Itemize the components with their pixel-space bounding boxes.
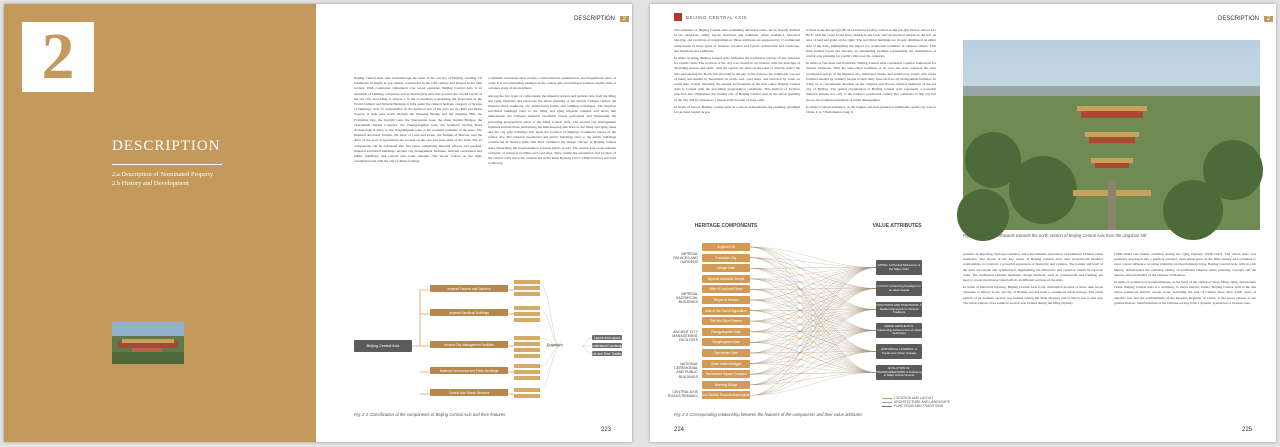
diagram-feature-box: Layout and Layout: [593, 335, 621, 340]
toc-item-1[interactable]: 2.a Description of Nominated Property: [112, 171, 214, 178]
right-page: [650, 4, 1276, 442]
diagram-type-box: Imperial Palaces and Gardens: [430, 285, 508, 292]
component-box: Southern Section Road Archaeological Sites: [694, 393, 758, 398]
diagram-root-box: Beijing Central Axis: [354, 340, 412, 352]
body-column-2: [488, 76, 616, 168]
legend-item: FUNCTIONS AND TRADITIONS: [882, 404, 950, 408]
component-box: Altar of the God of Agriculture: [702, 307, 750, 315]
chapter-number: 2: [41, 20, 75, 93]
body-paragraph: In terms of layout, Beijing Central Axis as a whole demonstrates the planning paradigm for an ideal capital as pre-: [674, 104, 800, 115]
heritage-heading: HERITAGE COMPONENTS: [694, 223, 758, 229]
palace-photo: [112, 322, 184, 364]
running-head-number: 2: [1264, 16, 1273, 22]
diagram-type-box: Central Axis Roads Remains: [430, 389, 508, 396]
body-paragraph: In terms of urban aesthetics, as the longest and best-preserved traditional capital city axis in China, it is 7.8 kilometres long, it: [806, 104, 936, 115]
running-head-number: 2: [620, 16, 629, 22]
component-box: Imperial Ancestral Temple: [702, 275, 750, 283]
toc-item-2[interactable]: 2.b History and Development: [112, 180, 189, 187]
diagram-center-label: Ensemble: [547, 343, 563, 347]
page-number: 224: [674, 427, 685, 433]
link-line: [750, 352, 876, 385]
value-attribute-box: SITING: A Physical Microcosm of the State Order: [876, 260, 922, 275]
figure-caption: Fig. 2-1 Classification of the components of Beijing Central Axis and their features: [354, 412, 506, 417]
body-paragraph: Beijing Central Axis runs north-through the heart of the old city of Beijing, totalling 7.8 kilometres in length. It was mainly constructed in the 13th century and shaped in the 16th century. With continuous refinement over seven centuries, Beijing Central Axis is an ensemble of building complexes and archaeological sites that governs the overall layout of the old city. According to Article 1 of the Convention Concerning the Protection of the World Cultural and Natural Heritage, it falls under the cultural heritage category of 'groups of buildings' with 15 components. At the northern end of the Axis are the Bell and Drum Towers; it then runs south through the Wanning Bridge and the Jingshan Hill, the Forbidden City, the Upright Gate, the Tian'anmen Gate, the Outer Jinshui Bridges, the Tian'anmen Square Complex, the Zhengyangmen Gate, the Southern Section Road Archaeological Sites, to the Yongdingmen Gate at the southern terminus of the Axis. The Imperial Ancestral Temple, the Altar of Land and Grain, the Temple of Heaven, and the Altar of the God of Agriculture are located on the east and west sides of the Axis. The 15 components can be organised into five types comprising imperial palaces and gardens, imperial sacrificial buildings, ancient city management facilities, national ceremonial and public buildings, and central axis roads remains. The layout centres on the main ceremonial axis with the city facilities forming: [354, 76, 482, 164]
diagram-feature-box: Architectural Landscape: [589, 343, 625, 348]
link-line: [750, 373, 876, 385]
body-paragraph: In terms of functions and traditions, Beijing Central Axis constitutes a spatial framework for diverse traditions. With the state ritual traditions at its core, the Axis connects the state ceremonial spaces of the imperial city, municipal rituals, and celebratory events with urban facilities needed by ordinary people in their daily lives such as city management facilities. In doing so, it concentrates attention on the complex and diverse cultural traditions of the old city of Beijing. The spatial organisation of Beijing Central Axis represents a powerful material witness not only to the national ceremonial culture that continues to this day but also to the traditional methods of urban management.: [806, 61, 936, 102]
legend-item: ARCHITECTURE AND LANDSCAPE: [882, 400, 950, 404]
diagram-type-box: Ancient City Management Facilities: [430, 341, 508, 348]
diagram-type-box: Imperial Sacrificial Buildings: [430, 309, 508, 316]
value-attribute-box: FUNCTIONS AND TRADITIONS: A Spatial Framework for Diverse Traditions: [876, 302, 922, 317]
heritage-group-label: NATIONAL CEREMONIAL AND PUBLIC BUILDINGS: [674, 362, 698, 379]
section-title: DESCRIPTION: [112, 138, 221, 154]
link-line: [750, 352, 876, 396]
value-attribute-box: EVOLUTION OF TRANSFORMATIONS: A Testimony to Major Historic Events: [876, 365, 922, 380]
running-head: DESCRIPTION 2: [1218, 16, 1273, 22]
component-box: Yongdingmen Gate: [702, 338, 750, 346]
component-box: Zhengyangmen Gate: [702, 328, 750, 336]
component-box: Wanning Bridge: [702, 381, 750, 389]
body-paragraph: In terms of historical layering, Beijing Central Axis is the cumulative product of more than seven centuries of history in the old city of Beijing and has been a continuous urban lineage. The urban pattern of its northern section was formed during the Yuan Dynasty and is still in use to this day. The urban pattern of its southern section was formed during the Ming Dynasty: [963, 285, 1103, 305]
photo-caption: Fig. 2-3 Looking northwards towards the north section of Beijing Central Axis from the Jingshan Hill: [963, 233, 1147, 238]
diagram-feature-box: Line and Time Tradition: [590, 351, 624, 356]
heritage-group-label: IMPERIAL PALACES AND GARDENS: [673, 252, 698, 265]
heritage-group-label: IMPERIAL SACRIFICIAL BUILDINGS: [675, 292, 698, 305]
body-paragraph: a rhythmic streetscape that creates a well-balanced, symmetrical, and magnificent sense of order. It is an outstanding example of the central axis of traditional Chinese capital cities at a mature stage of development.: [488, 76, 616, 91]
running-head: DESCRIPTION 2: [574, 16, 629, 22]
heritage-group-label: CENTRAL AXIS ROADS REMAINS: [667, 390, 698, 399]
body-column-1: [354, 76, 482, 166]
page-number: 223: [601, 427, 612, 433]
link-line: [750, 268, 876, 364]
link-line: [750, 268, 876, 332]
body-paragraph: The attributes of Beijing Central Axis combining universal value can be broadly defined in six categories: siting, layout, functions and traditions, urban aesthetics, historical layering, and evolution of transformation. These attributes are supported by 15 nominated components in three types of features: location and layout, architecture and landscape, and functions and traditions.: [674, 28, 800, 53]
component-box: Bell and Drum Towers: [702, 317, 750, 325]
component-box: Altar of Land and Grain: [702, 285, 750, 293]
body-paragraph: In terms of siting, Beijing Central Axis embodies the traditional concept of site selection for capital cities. The location of the city was chosen in accordance with the principle of 'moulding heaven and earth,' with the capital city sited on the earth to directly reflect the axis surrounding the North Star (Polaris) in the sky. It also follows the traditional concept of being surrounded by mountains on north, east, west sides, and enclosed by water on south side, closely matching the natural environment of the axis where Beijing Central Axis is located with the prevailing geographical conditions. This method of location selection also emphasises the leading role of Beijing Central Axis in the urban planning of the city and by extension, a physical microcosm of state order.: [674, 56, 800, 102]
value-heading: VALUE ATTRIBUTES: [872, 223, 922, 229]
body-paragraph: presents an imposing cityscape sequence and is the ultimate expression of traditional Chinese urban aesthetics. The layout of the key nodes of Beijing Central Axis uses proportional modular relationships to construct a powerful expression of hierarchy and cadence. The pattern and form of the Axis are unique and symmetrical, highlighting the difference and variation within its rigorous order. The traditional Chinese landscape design methods, such as counterpoint and framing, are used to create the diverse visual effects in different sections of the Axis.: [963, 252, 1103, 283]
component-box: Tian'anmen Square Complex: [702, 370, 750, 378]
body-paragraph: In terms of evolution of transformations, as the heart of the capital of Yuan, Ming, Qing, and modern China, Beijing Central Axis is a testimony to major historic events. Beijing Central Axis is the site where numerous historic events occur, including the end of China's more than 2,000 years of dynastic rule and the establishment of the People's Republic of China. It has stood witness to the gradual historic transformation of the Chinese society from a dynastic system into a modern state.: [1114, 280, 1256, 305]
body-paragraph: Among the five types of components, the imperial palaces and gardens date from the Ming and Qing dynasties and showcase the urban planning of the ancient Chinese capital, the imperial ritual traditions, the architectural forms, and building techniques. The imperial sacrificial buildings refer to the Ming and Qing imperial temples and altars that demonstrate the Chinese imperial sacrificial rituals performed and illustrating the prevailing geographical ethos of the Ming Central Axis. The ancient city management facilities include those performing the time-keeping functions of the Ming and Qing cities and the city gate buildings that mark the location of Beijing's traditional layout of the walled city. The national ceremonial and public buildings refer to the public buildings constructed in modern times that have continued the design concept of Beijing Central Axis, illustrating the transformation towards public access. The central axis roads remains comprise of transport facilities and road sites. They outline the orientation and location of the central roads that were constructed in the Yuan Dynasty (1271-1368) and have survived to this day.: [488, 93, 616, 166]
legend: [882, 396, 950, 408]
component-box: Forbidden City: [702, 254, 750, 262]
chapter-number-badge: [22, 22, 94, 92]
body-column-4: [1114, 252, 1256, 308]
component-box: Tian'anmen Gate: [702, 349, 750, 357]
component-box: Upright Gate: [702, 264, 750, 272]
value-attribute-box: URBAN AESTHETICS: Outstanding Achievement of Urban Aesthetics: [876, 323, 922, 338]
diagram-type-box: National Ceremonial and Public Buildings: [430, 367, 508, 374]
component-box: Jingshan Hill: [702, 243, 750, 251]
diagram-caption: Fig. 2-2 Corresponding relationship between the features of the components and their value attributes: [674, 412, 863, 417]
component-box: Outer Jinshui Bridges: [702, 360, 750, 368]
body-paragraph: (1368-1644) and further enriched during the Qing Dynasty (1636-1912). The whole Axis was gradually developed into a publicly oriented, open urban space in the 20th century and continues to exert a great influence on urban planning and development today. Beijing Central Axis, with its rich history, demonstrates the enduring vitality of traditional Chinese urban planning concepts and the diverse cultural identity of the Chinese civilisation.: [1114, 252, 1256, 277]
left-page: [4, 4, 632, 442]
page-number: 225: [1242, 427, 1253, 433]
body-column-3: [963, 252, 1103, 308]
title-rule: [112, 164, 222, 165]
component-box: Temple of Heaven: [702, 296, 750, 304]
heritage-group-label: ANCIENT CITY MANAGEMENT FACILITIES: [672, 330, 698, 343]
legend-item: LOCATION AND LAYOUT: [882, 396, 950, 400]
value-attribute-box: HISTORICAL LAYERING: A Continuous Urban Lineage: [876, 344, 922, 359]
header-brand: BEIJING CENTRAL AXIS: [674, 13, 747, 21]
value-attribute-box: LAYOUT: A Planning Paradigm for an Ideal Capital: [876, 281, 922, 296]
body-paragraph: scribed in the Kaogongji (Book of Diverse Crafts), written in the pre-Qin Period, before 221 BCE, with the 'court in the front, market in the back' and 'an ancestral temple on the left, an altar of land and grain on the right.' The sacrificial buildings are closely distributed on either side of the Axis, highlighting the impact for ceremonial traditions in Chinese culture. This fully-formed layout has become an outstanding example representing the culmination of central axis planning for capital cities over the centuries.: [806, 28, 936, 59]
